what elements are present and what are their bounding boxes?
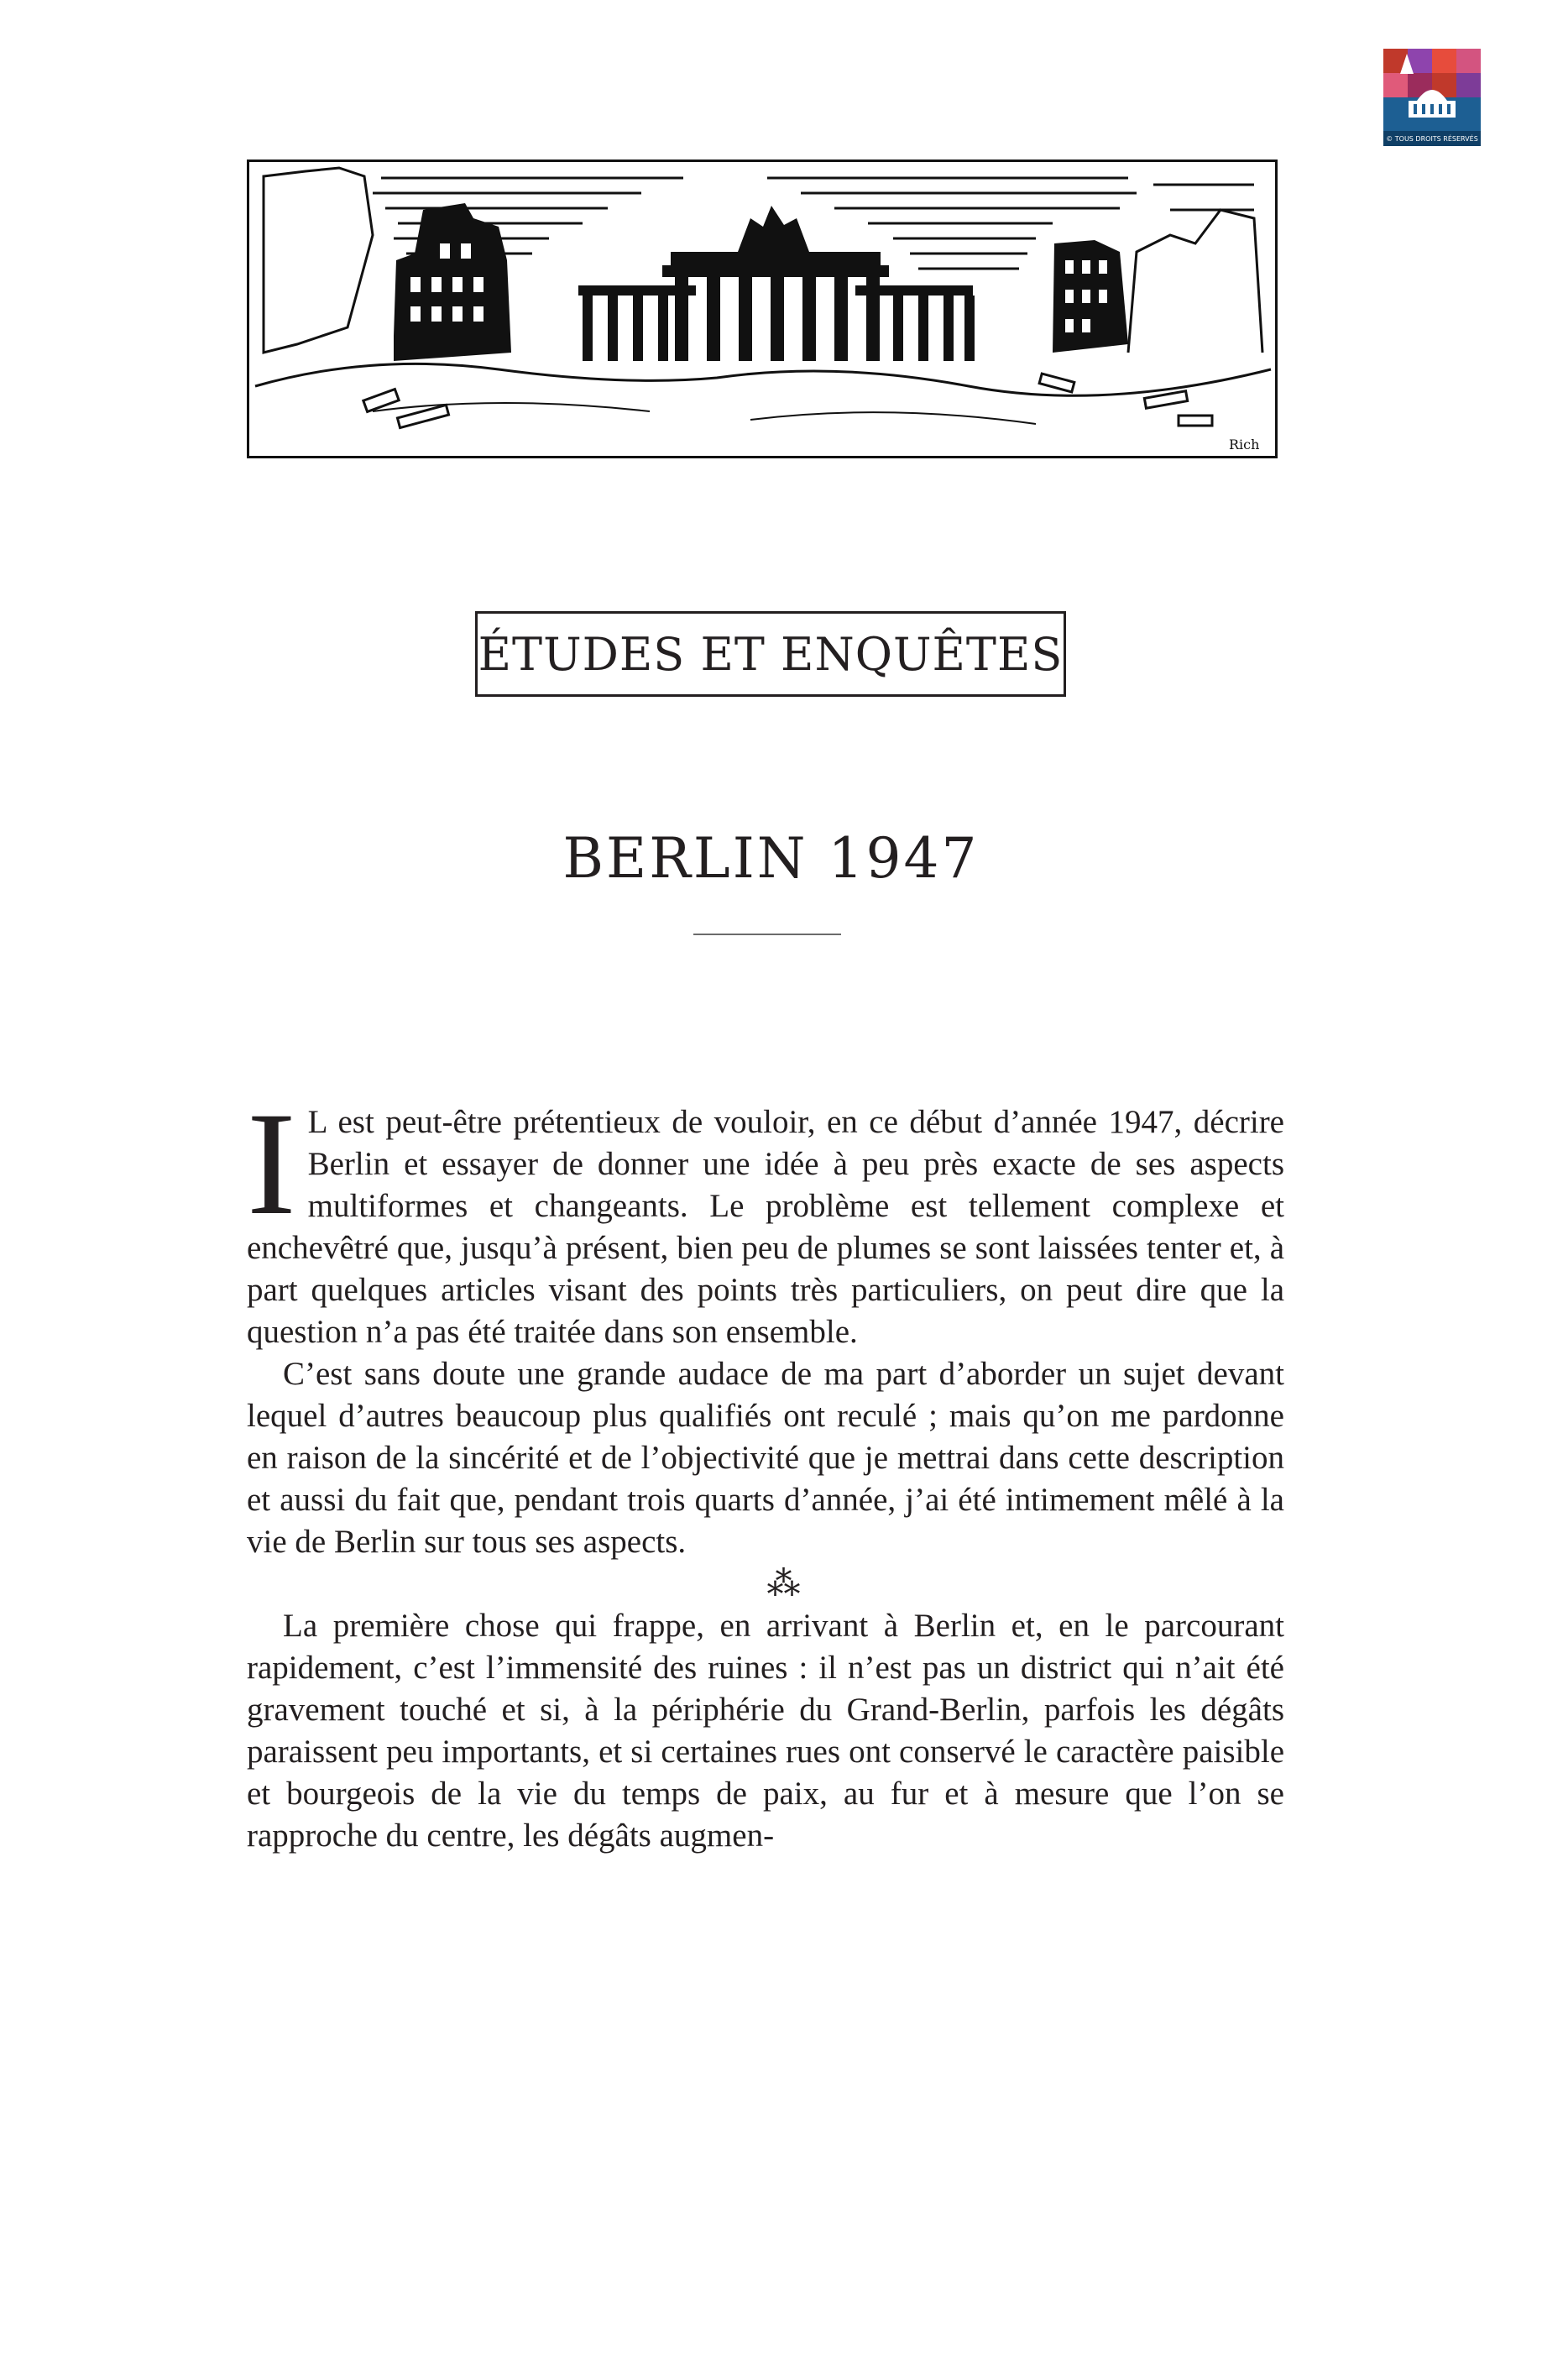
paragraph-1-text: L est peut-être prétentieux de vouloir, en ce début d’année 1947, décrire Berlin et essayer de donner une idée à peu près exacte de ses aspects multiformes et changeants. Le problème est tellement complexe et enchevêtré que, jusqu’à présent, bien peu de plumes se sont laissées tenter et, à part quelques articles visant des points très particuliers, on peut dire que la question n’a pas été traitée dans son ensemble. <box>247 1104 1284 1350</box>
paragraph-2: C’est sans doute une grande audace de ma part d’aborder un sujet devant lequel d’autres beaucoup plus qualifiés ont reculé ; mais qu’on me pardonne en raison de la sincérité et de l’objectivité que je mettrai dans cette description et aussi du fait que, pendant trois quarts d’année, j’ai été intimement mêlé à la vie de Berlin sur tous ses aspects. <box>247 1356 1284 1560</box>
paragraph-3: La première chose qui frappe, en arrivant à Berlin et, en le parcourant rapidement, c’est l’immensité des ruines : il n’est pas un district qui n’ait été gravement touché et si, à la périphérie du Grand-Berlin, parfois les dégâts paraissent peu importants, et si certaines rues ont conservé le caractère paisible et bourgeois de la vie du temps de paix, au fur et à mesure que l’on se rapproche du centre, les dégâts augmen- <box>247 1608 1284 1854</box>
brandenburg-gate-ruins-illustration <box>247 160 1278 458</box>
article-body <box>247 1082 1284 1857</box>
publisher-logo-icon <box>1383 49 1481 146</box>
section-label-box <box>475 611 1066 697</box>
drop-cap: I <box>247 1082 296 1246</box>
illustration-signature: Rich <box>1229 437 1260 452</box>
section-separator: ⁂ <box>766 1565 801 1603</box>
section-label: ÉTUDES ET ENQUÊTES <box>478 627 1064 681</box>
paragraph-1 <box>247 1082 1284 1353</box>
article-title: BERLIN 1947 <box>562 826 980 891</box>
title-rule <box>693 934 841 935</box>
logo-caption: © TOUS DROITS RÉSERVÉS <box>1386 135 1478 143</box>
